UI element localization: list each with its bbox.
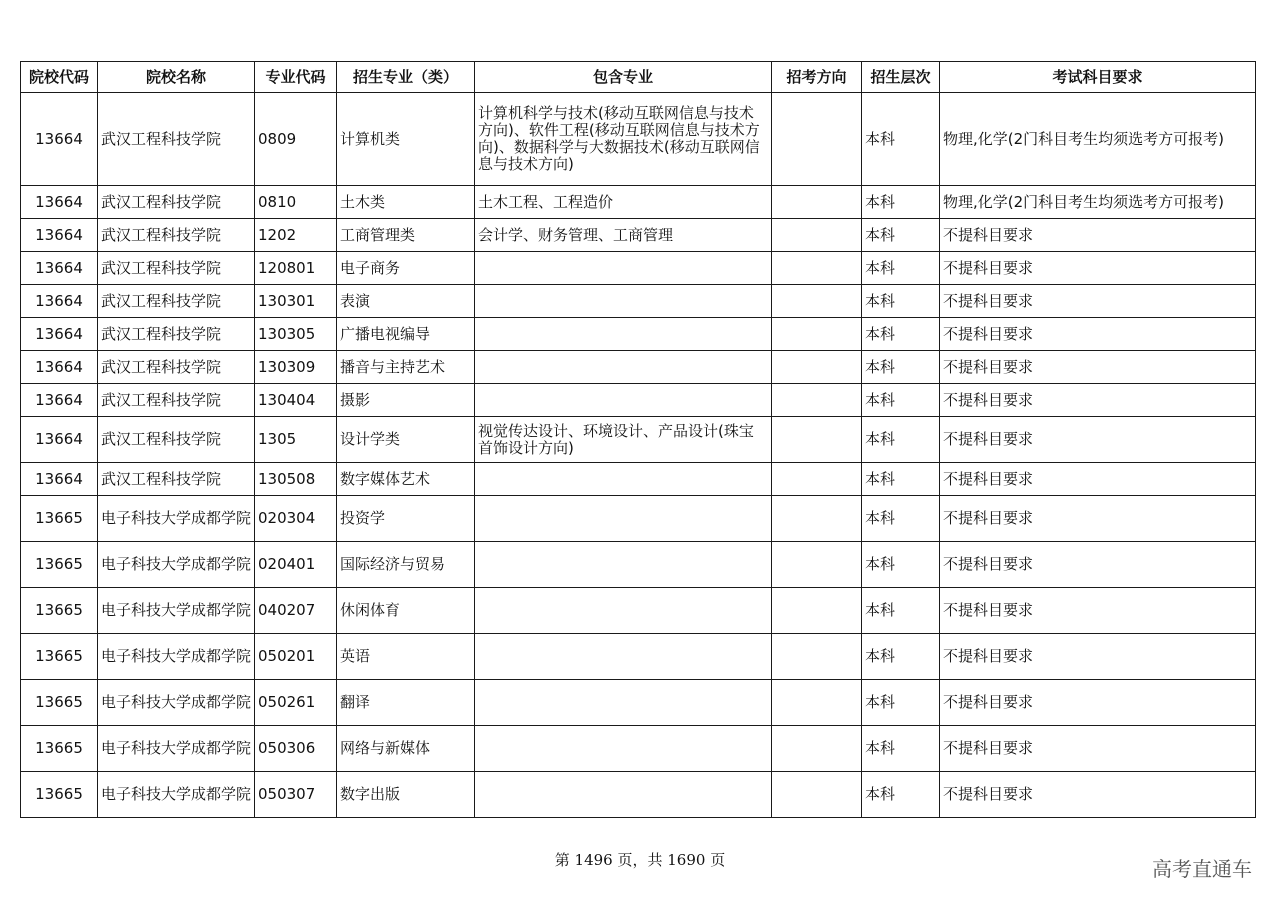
cell-included-majors	[475, 726, 772, 772]
cell-major-code: 0809	[255, 93, 337, 186]
table-row	[21, 417, 1256, 463]
cell-school-code: 13665	[21, 634, 98, 680]
cell-direction	[772, 588, 862, 634]
cell-major: 设计学类	[337, 417, 475, 463]
cell-school-code: 13664	[21, 252, 98, 285]
cell-requirement: 不提科目要求	[940, 772, 1256, 818]
cell-included-majors: 会计学、财务管理、工商管理	[475, 219, 772, 252]
cell-included-majors	[475, 542, 772, 588]
cell-level: 本科	[862, 463, 940, 496]
table-body	[21, 93, 1256, 818]
cell-direction	[772, 772, 862, 818]
cell-school-name: 电子科技大学成都学院	[98, 496, 255, 542]
cell-school-code: 13665	[21, 588, 98, 634]
cell-major: 投资学	[337, 496, 475, 542]
cell-major: 翻译	[337, 680, 475, 726]
cell-school-name: 武汉工程科技学院	[98, 186, 255, 219]
cell-level: 本科	[862, 252, 940, 285]
cell-level: 本科	[862, 351, 940, 384]
cell-school-name: 电子科技大学成都学院	[98, 588, 255, 634]
cell-major: 工商管理类	[337, 219, 475, 252]
cell-school-code: 13664	[21, 463, 98, 496]
cell-major-code: 120801	[255, 252, 337, 285]
cell-included-majors	[475, 351, 772, 384]
cell-school-name: 武汉工程科技学院	[98, 93, 255, 186]
cell-requirement: 不提科目要求	[940, 285, 1256, 318]
cell-major: 网络与新媒体	[337, 726, 475, 772]
cell-school-name: 电子科技大学成都学院	[98, 726, 255, 772]
header-direction: 招考方向	[772, 62, 862, 93]
cell-school-code: 13665	[21, 496, 98, 542]
cell-level: 本科	[862, 680, 940, 726]
cell-level: 本科	[862, 186, 940, 219]
cell-included-majors	[475, 772, 772, 818]
cell-direction	[772, 417, 862, 463]
cell-major: 计算机类	[337, 93, 475, 186]
table-header-row	[21, 62, 1256, 93]
header-major: 招生专业（类）	[337, 62, 475, 93]
cell-included-majors: 视觉传达设计、环境设计、产品设计(珠宝首饰设计方向)	[475, 417, 772, 463]
cell-level: 本科	[862, 285, 940, 318]
cell-requirement: 不提科目要求	[940, 219, 1256, 252]
cell-school-code: 13664	[21, 318, 98, 351]
cell-school-code: 13664	[21, 186, 98, 219]
cell-level: 本科	[862, 417, 940, 463]
cell-major-code: 050261	[255, 680, 337, 726]
cell-major-code: 130301	[255, 285, 337, 318]
cell-school-code: 13665	[21, 680, 98, 726]
cell-included-majors	[475, 634, 772, 680]
table-row	[21, 634, 1256, 680]
cell-requirement: 不提科目要求	[940, 680, 1256, 726]
cell-included-majors: 土木工程、工程造价	[475, 186, 772, 219]
table-row	[21, 542, 1256, 588]
cell-level: 本科	[862, 634, 940, 680]
cell-major-code: 020401	[255, 542, 337, 588]
cell-major-code: 1202	[255, 219, 337, 252]
cell-direction	[772, 634, 862, 680]
cell-direction	[772, 93, 862, 186]
cell-included-majors: 计算机科学与技术(移动互联网信息与技术方向)、软件工程(移动互联网信息与技术方向)、数据科学与大数据技术(移动互联网信息与技术方向)	[475, 93, 772, 186]
cell-direction	[772, 318, 862, 351]
cell-level: 本科	[862, 219, 940, 252]
cell-requirement: 不提科目要求	[940, 463, 1256, 496]
cell-school-code: 13665	[21, 542, 98, 588]
cell-direction	[772, 726, 862, 772]
table-row	[21, 772, 1256, 818]
cell-major-code: 050201	[255, 634, 337, 680]
cell-requirement: 不提科目要求	[940, 726, 1256, 772]
cell-included-majors	[475, 384, 772, 417]
cell-major-code: 040207	[255, 588, 337, 634]
cell-requirement: 不提科目要求	[940, 588, 1256, 634]
cell-level: 本科	[862, 496, 940, 542]
cell-major-code: 130404	[255, 384, 337, 417]
table-row	[21, 726, 1256, 772]
table-row	[21, 384, 1256, 417]
cell-major: 广播电视编导	[337, 318, 475, 351]
cell-school-name: 武汉工程科技学院	[98, 351, 255, 384]
cell-included-majors	[475, 588, 772, 634]
table-row	[21, 588, 1256, 634]
cell-direction	[772, 463, 862, 496]
cell-level: 本科	[862, 542, 940, 588]
cell-requirement: 物理,化学(2门科目考生均须选考方可报考)	[940, 186, 1256, 219]
cell-level: 本科	[862, 318, 940, 351]
cell-included-majors	[475, 285, 772, 318]
cell-school-name: 电子科技大学成都学院	[98, 680, 255, 726]
watermark-logo-text: 高考直通车	[1152, 857, 1252, 881]
header-school-code: 院校代码	[21, 62, 98, 93]
cell-major-code: 050306	[255, 726, 337, 772]
cell-level: 本科	[862, 772, 940, 818]
cell-school-code: 13665	[21, 772, 98, 818]
header-major-code: 专业代码	[255, 62, 337, 93]
header-requirement: 考试科目要求	[940, 62, 1256, 93]
header-included-majors: 包含专业	[475, 62, 772, 93]
table-row	[21, 318, 1256, 351]
table-row	[21, 680, 1256, 726]
cell-major-code: 1305	[255, 417, 337, 463]
cell-requirement: 不提科目要求	[940, 318, 1256, 351]
cell-direction	[772, 219, 862, 252]
cell-direction	[772, 285, 862, 318]
cell-direction	[772, 680, 862, 726]
cell-school-name: 武汉工程科技学院	[98, 463, 255, 496]
table-row	[21, 252, 1256, 285]
table-row	[21, 219, 1256, 252]
table-row	[21, 496, 1256, 542]
cell-included-majors	[475, 463, 772, 496]
cell-school-name: 武汉工程科技学院	[98, 285, 255, 318]
table-row	[21, 186, 1256, 219]
cell-major: 土木类	[337, 186, 475, 219]
cell-requirement: 不提科目要求	[940, 496, 1256, 542]
table-row	[21, 463, 1256, 496]
cell-major-code: 020304	[255, 496, 337, 542]
cell-school-name: 武汉工程科技学院	[98, 252, 255, 285]
cell-included-majors	[475, 680, 772, 726]
cell-school-code: 13664	[21, 351, 98, 384]
cell-major: 数字媒体艺术	[337, 463, 475, 496]
cell-requirement: 不提科目要求	[940, 417, 1256, 463]
cell-included-majors	[475, 496, 772, 542]
cell-major: 休闲体育	[337, 588, 475, 634]
cell-requirement: 不提科目要求	[940, 542, 1256, 588]
cell-level: 本科	[862, 384, 940, 417]
header-school-name: 院校名称	[98, 62, 255, 93]
cell-school-code: 13664	[21, 219, 98, 252]
cell-major-code: 0810	[255, 186, 337, 219]
cell-direction	[772, 186, 862, 219]
cell-major-code: 050307	[255, 772, 337, 818]
cell-requirement: 不提科目要求	[940, 351, 1256, 384]
cell-level: 本科	[862, 93, 940, 186]
cell-requirement: 不提科目要求	[940, 384, 1256, 417]
admissions-table	[20, 61, 1256, 818]
cell-major: 数字出版	[337, 772, 475, 818]
cell-direction	[772, 542, 862, 588]
cell-requirement: 不提科目要求	[940, 634, 1256, 680]
cell-school-code: 13664	[21, 384, 98, 417]
cell-school-name: 武汉工程科技学院	[98, 219, 255, 252]
cell-school-name: 武汉工程科技学院	[98, 318, 255, 351]
table-row	[21, 93, 1256, 186]
cell-major: 电子商务	[337, 252, 475, 285]
cell-school-code: 13664	[21, 285, 98, 318]
header-level: 招生层次	[862, 62, 940, 93]
cell-major: 表演	[337, 285, 475, 318]
cell-major: 播音与主持艺术	[337, 351, 475, 384]
cell-included-majors	[475, 252, 772, 285]
cell-requirement: 物理,化学(2门科目考生均须选考方可报考)	[940, 93, 1256, 186]
cell-school-name: 武汉工程科技学院	[98, 384, 255, 417]
cell-major: 英语	[337, 634, 475, 680]
cell-school-name: 电子科技大学成都学院	[98, 634, 255, 680]
cell-major-code: 130508	[255, 463, 337, 496]
cell-school-code: 13665	[21, 726, 98, 772]
cell-major: 摄影	[337, 384, 475, 417]
cell-level: 本科	[862, 726, 940, 772]
cell-school-code: 13664	[21, 93, 98, 186]
cell-school-name: 武汉工程科技学院	[98, 417, 255, 463]
cell-school-name: 电子科技大学成都学院	[98, 772, 255, 818]
cell-school-code: 13664	[21, 417, 98, 463]
cell-school-name: 电子科技大学成都学院	[98, 542, 255, 588]
cell-major: 国际经济与贸易	[337, 542, 475, 588]
table-row	[21, 285, 1256, 318]
page-number: 第 1496 页，共 1690 页	[554, 851, 726, 869]
table-row	[21, 351, 1256, 384]
cell-requirement: 不提科目要求	[940, 252, 1256, 285]
cell-major-code: 130309	[255, 351, 337, 384]
cell-major-code: 130305	[255, 318, 337, 351]
cell-direction	[772, 252, 862, 285]
cell-included-majors	[475, 318, 772, 351]
cell-direction	[772, 384, 862, 417]
cell-direction	[772, 496, 862, 542]
cell-direction	[772, 351, 862, 384]
cell-level: 本科	[862, 588, 940, 634]
